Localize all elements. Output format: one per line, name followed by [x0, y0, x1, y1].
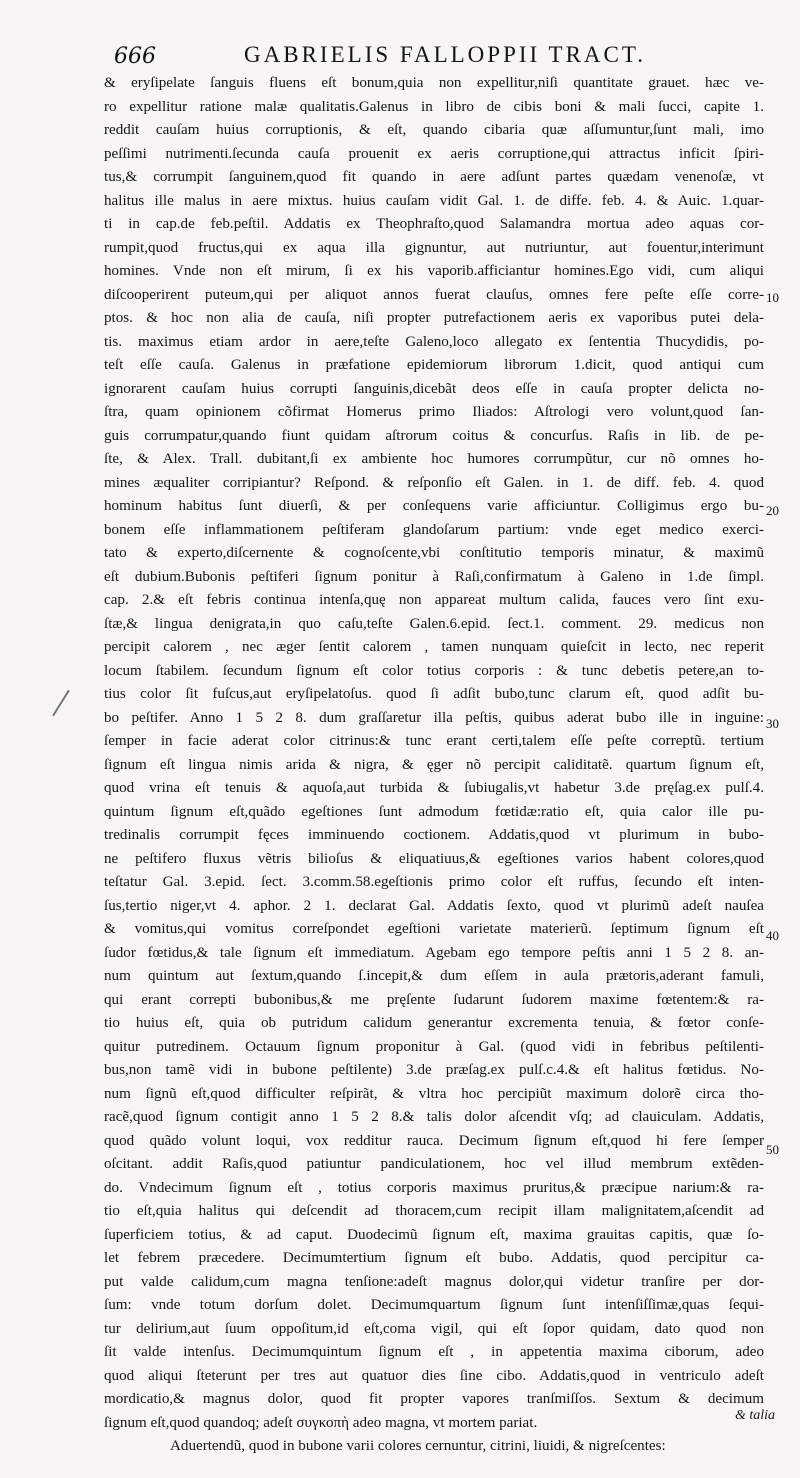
text-line: ptos. & hoc non alia de cauſa, niſi propter putrefactionem aeris ex vaporibus putei dela-	[104, 310, 764, 326]
text-line: eſt dubium.Bubonis peſtiferi ſignum ponitur à Raſi,confirmatum à Galeno in 1.de ſimpl.	[104, 568, 764, 585]
text-line: ſte, & Alex. Trall. dubitant,ſi ex ambiente hoc humores corrumpũtur, cur nõ omnes ho-	[104, 451, 764, 467]
text-line: Aduertendũ, quod in bubone varii colores cernuntur, citrini, liuidi, & nigreſcentes:	[170, 1438, 666, 1454]
running-head: GABRIELIS FALLOPPII TRACT.	[244, 42, 646, 67]
text-line: ti in cap.de feb.peſtil. Addatis ex Theophraſto,quod Salamandra mortua adeo aquas cor-	[104, 216, 764, 232]
pencil-mark	[52, 690, 70, 717]
text-line: ignorarent cauſam huius corrupti ſanguinis,dicebãt deos eſſe in cauſa propter delicta no-	[104, 380, 764, 397]
margin-line-number: 10	[766, 290, 779, 305]
text-line: teſt eſſe cauſa. Galenus in præfatione epidemiorum librorum 1.dicit, quod antiqui cum	[104, 357, 764, 373]
text-line: bus,non tamẽ vidi in bubone peſtilente) 3.de præſag.ex pulſ.c.4.& eſt halitus fœtidus. No-	[104, 1062, 764, 1078]
text-line: ſemper in facie aderat color citrinus:& tunc erant certi,talem eſſe peſte correptũ. tertium	[104, 733, 764, 749]
catchword: & talia	[735, 1408, 776, 1423]
page-number: 666	[114, 44, 156, 69]
text-line: ne peſtifero fluxus vẽtris bilioſus & eliquatiuus,& egeſtiones varios habent colores,quod	[104, 850, 764, 867]
text-line: hominum habitus ſunt diuerſi, & per conſequens varie afficiuntur. Colligimus ergo bu-	[104, 498, 764, 514]
text-line: quod aliqui ſteterunt per tres aut quatuor dies ſine cibo. Addatis,quod in ventriculo adeſt	[104, 1367, 764, 1384]
text-line: ſus,tertio niger,vt 4. aphor. 2 1. declarat Gal. Addatis ſexto, quod vt plurimũ adeſt nauſea	[104, 897, 764, 914]
text-line: tius color ſit fuſcus,aut eryſipelatoſus. quod ſi adſit bubo,tunc clarum eſt, quod adſit bu-	[104, 686, 764, 702]
text-line: ro expellitur ratione malæ qualitatis.Galenus in libro de cibis boni & mali ſucci, capite 1.	[104, 98, 764, 115]
text-line: qui erant correpti bubonibus,& me pręſente ſudarunt ſudorem maxime fœtentem:& ra-	[104, 991, 764, 1008]
text-line: num quintum aut ſextum,quando ſ.incepit,& dum eſſem in aula prætoris,aderant famuli,	[104, 968, 764, 984]
text-line: let febrem præcedere. Decimumtertium ſignum eſt bubo. Addatis, quod percipitur ca-	[104, 1250, 764, 1266]
text-line: ſtra, quam opinionem cõfirmat Homerus primo Iliados: Aſtrologi vero volunt,quod ſan-	[104, 404, 764, 420]
body-text	[104, 72, 764, 1459]
text-line: rumpit,quod fructus,qui ex aqua illa gignuntur, aut nutriuntur, aut fouentur,interimunt	[104, 239, 764, 256]
text-line: tredinalis corrumpit fęces imminuendo coctionem. Addatis,quod vt plurimum in bubo-	[104, 827, 764, 843]
text-line: ſignum eſt lingua nimis arida & nigra, & ęger nõ percipit caliditatẽ. quartum ſignum eſt,	[104, 756, 764, 773]
text-line: tato & experto,diſcernente & cognoſcente,vbi conſtitutio temporis minatur, & maximũ	[104, 545, 764, 561]
text-line: put valde calidum,cum magna tenſione:adeſt magnus dolor,qui videtur tranſire per dor-	[104, 1273, 764, 1290]
text-line: guis corrumpatur,quando fiunt quidam aſtrorum coitus & concurſus. Raſis in lib. de pe-	[104, 427, 764, 444]
text-line: mines æqualiter corripiantur? Reſpond. & reſponſio eſt Galen. in 1. de diff. feb. 4. quod	[104, 474, 764, 491]
text-line: halitus ille malus in aere mixtus. huius cauſam vidit Gal. 1. de diffe. feb. 4. & Auic. 1.quar-	[104, 192, 764, 209]
text-line: & vomitus,qui vomitus correſpondet egeſtioni varietate materierũ. ſeptimum ſignum eſt	[104, 921, 764, 937]
margin-line-number: 20	[766, 503, 779, 518]
text-line: cap. 2.& eſt febris continua intenſa,quę non appareat multum calida, fauces vero ſint exu-	[104, 592, 764, 608]
text-line: quod quãdo volunt loqui, vox redditur rauca. Decimum ſignum eſt,quod hi fere ſemper	[104, 1132, 764, 1149]
text-line: oſcitant. addit Raſis,quod patiuntur pandiculationem, hoc vel illud membrum extẽden-	[104, 1156, 764, 1172]
text-line: ſudor fœtidus,& tale ſignum eſt immediatum. Agebam ego tempore peſtis anni 1 5 2 8. an-	[104, 944, 764, 961]
text-line: tis. maximus etiam ardor in aere,teſte Galeno,loco allegato ex ſententia Thucydidis, po-	[104, 333, 764, 350]
text-line: tus,& corrumpit ſanguinem,quod fit quando in aere adſunt partes quædam venenoſæ, vt	[104, 169, 764, 185]
text-line: ſit valde intenſus. Decimumquintum ſignum eſt , in appetentia maxima ciborum, adeo	[104, 1344, 764, 1360]
text-line: num ſignũ eſt,quod difficulter reſpirãt, & vltra hoc percipiũt maximum dolorẽ circa tho-	[104, 1085, 764, 1102]
text-line: tio huius eſt, quia ob putridum calidum generantur excrementa tenuia, & fœtor conſe-	[104, 1015, 764, 1031]
text-line: tio eſt,quia halitus qui deſcendit ad thoracem,cum recipit illam malignitatem,aſcendit ad	[104, 1203, 764, 1219]
text-line: ſum: vnde totum dorſum dolet. Decimumquartum ſignum ſunt intenſiſſimæ,quas ſequi-	[104, 1297, 764, 1313]
text-line: mordicatio,& magnus dolor, quod fit propter vapores tranſmiſſos. Sextum & decimum	[104, 1391, 764, 1407]
text-line: reddit cauſam huius corruptionis, & eſt, quando cibaria quæ aſſumuntur,ſunt mali, imo	[104, 122, 764, 138]
text-line: bonem eſſe inflammationem peſtiferam glandoſarum partium: vnde eget medico exerci-	[104, 521, 764, 538]
text-line: tur delirium,aut ſuum oppoſitum,id eſt,coma vigil, qui eſt ſopor quidam, dato quod non	[104, 1320, 764, 1337]
text-line: teſtatur Gal. 3.epid. ſect. 3.comm.58.egeſtionis primo color eſt ruffus, ſecundo eſt inten-	[104, 874, 764, 890]
text-line: ſignum eſt,quod quandoq; adeſt συγκοπὴ adeo magna, vt mortem pariat.	[104, 1414, 538, 1431]
margin-line-number: 30	[766, 716, 779, 731]
text-line: & eryſipelate ſanguis fluens eſt bonum,quia non expellitur,niſi quantitate grauet. hæc ve-	[104, 75, 764, 91]
text-line: diſcooperirent puteum,qui per aliquot annos fuerat clauſus, omnes fere peſte eſſe corre-	[104, 286, 764, 303]
text-line: homines. Vnde non eſt mirum, ſi ex his vaporib.afficiantur homines.Ego vidi, cum aliqui	[104, 263, 764, 279]
text-line: quitur putredinem. Octauum ſignum proponitur à Gal. (quod vidi in febribus peſtilenti-	[104, 1038, 764, 1055]
text-line: ſtæ,& lingua denigrata,in quo caſu,teſte Galen.6.epid. ſect.1. comment. 29. medicus non	[104, 615, 764, 632]
text-line: racẽ,quod ſignum contigit anno 1 5 2 8.& talis dolor aſcendit vſq; ad clauiculam. Addatis,	[104, 1109, 764, 1125]
text-line: do. Vndecimum ſignum eſt , totius corporis maximus pruritus,& præcipue narium:& ra-	[104, 1179, 764, 1196]
text-line: quintum ſignum eſt,quãdo egeſtiones ſunt admodum fœtidæ:ratio eſt, quia calor ille pu-	[104, 803, 764, 820]
margin-line-number: 40	[766, 928, 779, 943]
text-line: locum ſtabilem. ſecundum ſignum eſt color totius corporis : & tunc debetis petere,an to-	[104, 662, 764, 679]
text-line: quod vrina eſt tenuis & aquoſa,aut turbida & ſubiugalis,vt habetur 3.de pręſag.ex pulſ.4.	[104, 780, 764, 796]
text-line: bo peſtifer. Anno 1 5 2 8. dum graſſaretur illa peſtis, quibus aderat bubo ille in inguine:	[104, 709, 764, 726]
margin-line-number: 50	[766, 1142, 779, 1157]
text-line: percipit calorem , nec æger ſentit calorem , tamen nunquam quieſcit in lecto, nec reperit	[104, 639, 764, 655]
text-line: ſuperficiem totius, & ad caput. Duodecimũ ſignum eſt, maxima grauitas capitis, quæ ſo-	[104, 1226, 764, 1243]
text-line: peſſimi nutrimenti.ſecunda cauſa prouenit ex aeris corruptione,qui attractus inficit ſpiri-	[104, 145, 764, 162]
